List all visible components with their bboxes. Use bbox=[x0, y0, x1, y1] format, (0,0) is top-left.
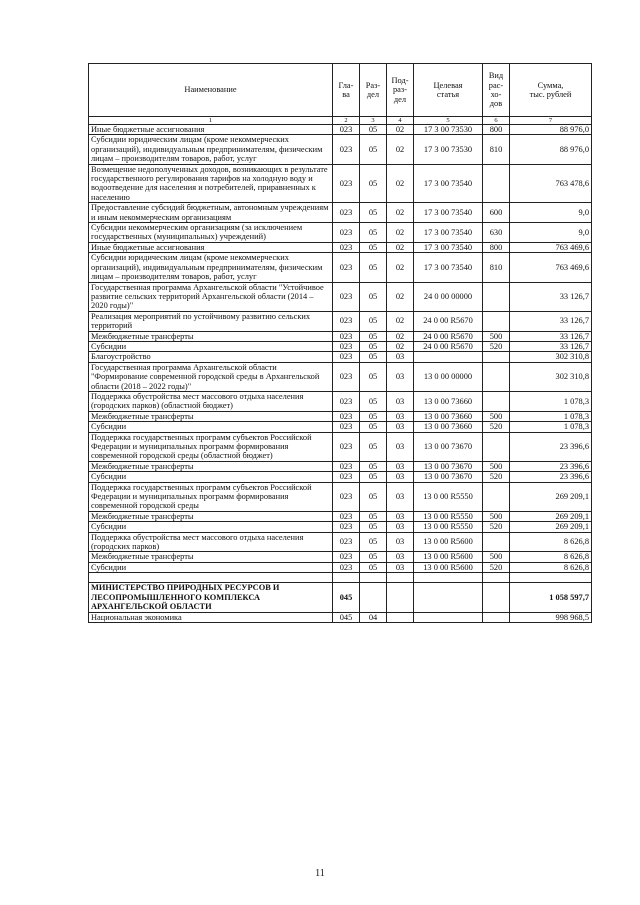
table-row bbox=[89, 472, 592, 482]
row-subsection: 03 bbox=[387, 482, 414, 511]
row-sum: 269 209,1 bbox=[510, 511, 592, 521]
table-row bbox=[89, 242, 592, 252]
row-expense-kind bbox=[483, 612, 510, 622]
row-chapter: 023 bbox=[333, 311, 360, 331]
row-chapter: 023 bbox=[333, 253, 360, 282]
table-row bbox=[89, 352, 592, 362]
row-target-article: 13 0 00 00000 bbox=[414, 362, 483, 391]
row-target-article: 13 0 00 R5550 bbox=[414, 511, 483, 521]
row-name: Субсидии bbox=[89, 562, 333, 572]
row-target-article: 24 0 00 R5670 bbox=[414, 331, 483, 341]
row-subsection: 02 bbox=[387, 203, 414, 223]
row-expense-kind bbox=[483, 362, 510, 391]
row-name: Межбюджетные трансферты bbox=[89, 461, 333, 471]
column-number: 6 bbox=[483, 117, 510, 125]
table-row bbox=[89, 522, 592, 532]
row-chapter: 023 bbox=[333, 411, 360, 421]
row-sum: 23 396,6 bbox=[510, 432, 592, 461]
row-expense-kind: 500 bbox=[483, 331, 510, 341]
row-expense-kind: 600 bbox=[483, 203, 510, 223]
row-expense-kind: 500 bbox=[483, 461, 510, 471]
row-sum: 763 478,6 bbox=[510, 164, 592, 203]
row-expense-kind bbox=[483, 583, 510, 612]
row-name: Субсидии bbox=[89, 522, 333, 532]
row-chapter: 023 bbox=[333, 522, 360, 532]
row-subsection: 02 bbox=[387, 282, 414, 311]
row-sum: 998 968,5 bbox=[510, 612, 592, 622]
row-subsection: 02 bbox=[387, 341, 414, 351]
row-chapter: 023 bbox=[333, 331, 360, 341]
row-section: 05 bbox=[360, 253, 387, 282]
row-subsection: 02 bbox=[387, 253, 414, 282]
row-section: 05 bbox=[360, 411, 387, 421]
row-chapter: 023 bbox=[333, 341, 360, 351]
page-number: 11 bbox=[315, 868, 325, 879]
row-name: Благоустройство bbox=[89, 352, 333, 362]
row-name: Государственная программа Архангельской области "Формирование современной городской среды в Архангельской области (2018 – 2022 годы)" bbox=[89, 362, 333, 391]
row-chapter: 023 bbox=[333, 511, 360, 521]
row-sum: 302 310,8 bbox=[510, 352, 592, 362]
row-sum: 33 126,7 bbox=[510, 282, 592, 311]
row-expense-kind: 500 bbox=[483, 511, 510, 521]
row-section: 05 bbox=[360, 482, 387, 511]
row-target-article: 13 0 00 73660 bbox=[414, 422, 483, 432]
row-expense-kind: 500 bbox=[483, 552, 510, 562]
row-subsection bbox=[387, 583, 414, 612]
row-name: Поддержка обустройства мест массового отдыха населения (городских парков) bbox=[89, 532, 333, 552]
row-name: Государственная программа Архангельской области "Устойчивое развитие сельских территорий Архангельской области (2014 – 2020 годы)" bbox=[89, 282, 333, 311]
row-name: Предоставление субсидий бюджетным, автономным учреждениям и иным некоммерческим организациям bbox=[89, 203, 333, 223]
row-chapter: 023 bbox=[333, 432, 360, 461]
header-subsection: Под- раз- дел bbox=[387, 64, 414, 117]
row-section: 05 bbox=[360, 432, 387, 461]
row-sum: 269 209,1 bbox=[510, 522, 592, 532]
table-row bbox=[89, 511, 592, 521]
row-sum: 23 396,6 bbox=[510, 461, 592, 471]
row-target-article: 17 3 00 73530 bbox=[414, 135, 483, 164]
row-subsection bbox=[387, 573, 414, 583]
row-expense-kind: 520 bbox=[483, 422, 510, 432]
row-section: 05 bbox=[360, 511, 387, 521]
row-chapter: 023 bbox=[333, 203, 360, 223]
budget-table bbox=[88, 63, 592, 623]
header-sum: Сумма, тыс. рублей bbox=[510, 64, 592, 117]
table-row bbox=[89, 391, 592, 411]
row-section: 05 bbox=[360, 135, 387, 164]
table-row bbox=[89, 482, 592, 511]
row-section: 05 bbox=[360, 203, 387, 223]
row-name: Субсидии юридическим лицам (кроме некоммерческих организаций), индивидуальным предпринимателям, физическим лицам – производителям товаров, работ, услуг bbox=[89, 253, 333, 282]
row-name: Реализация мероприятий по устойчивому развитию сельских территорий bbox=[89, 311, 333, 331]
row-sum: 88 976,0 bbox=[510, 135, 592, 164]
row-expense-kind: 810 bbox=[483, 135, 510, 164]
row-target-article: 17 3 00 73530 bbox=[414, 125, 483, 135]
table-row bbox=[89, 411, 592, 421]
row-section: 05 bbox=[360, 341, 387, 351]
row-subsection: 03 bbox=[387, 411, 414, 421]
row-sum: 8 626,8 bbox=[510, 532, 592, 552]
row-name: Иные бюджетные ассигнования bbox=[89, 242, 333, 252]
row-expense-kind bbox=[483, 282, 510, 311]
row-expense-kind: 520 bbox=[483, 472, 510, 482]
row-name: Поддержка государственных программ субъектов Российской Федерации и муниципальных программ формирования современной городской среды (областной бюджет) bbox=[89, 432, 333, 461]
row-expense-kind: 520 bbox=[483, 522, 510, 532]
row-sum: 8 626,8 bbox=[510, 562, 592, 572]
row-chapter: 023 bbox=[333, 532, 360, 552]
row-chapter: 023 bbox=[333, 164, 360, 203]
table-row bbox=[89, 552, 592, 562]
column-number: 4 bbox=[387, 117, 414, 125]
row-sum: 33 126,7 bbox=[510, 311, 592, 331]
table-row bbox=[89, 203, 592, 223]
row-chapter: 023 bbox=[333, 352, 360, 362]
row-name: Субсидии bbox=[89, 472, 333, 482]
row-subsection: 03 bbox=[387, 391, 414, 411]
table-row bbox=[89, 135, 592, 164]
row-name: Субсидии некоммерческим организациям (за исключением государственных (муниципальных) учреждений) bbox=[89, 223, 333, 243]
row-expense-kind: 630 bbox=[483, 223, 510, 243]
row-sum: 269 209,1 bbox=[510, 482, 592, 511]
row-name: Межбюджетные трансферты bbox=[89, 552, 333, 562]
row-section: 05 bbox=[360, 331, 387, 341]
row-sum: 23 396,6 bbox=[510, 472, 592, 482]
row-subsection: 03 bbox=[387, 552, 414, 562]
row-expense-kind: 520 bbox=[483, 562, 510, 572]
table-row bbox=[89, 562, 592, 572]
column-number: 5 bbox=[414, 117, 483, 125]
row-target-article: 17 3 00 73540 bbox=[414, 242, 483, 252]
row-target-article: 13 0 00 R5550 bbox=[414, 522, 483, 532]
column-number: 2 bbox=[333, 117, 360, 125]
row-section: 05 bbox=[360, 532, 387, 552]
row-target-article: 13 0 00 73660 bbox=[414, 391, 483, 411]
header-expense-kind: Вид рас- хо- дов bbox=[483, 64, 510, 117]
row-section: 05 bbox=[360, 461, 387, 471]
row-target-article: 17 3 00 73540 bbox=[414, 223, 483, 243]
row-target-article bbox=[414, 583, 483, 612]
row-expense-kind bbox=[483, 432, 510, 461]
row-subsection: 02 bbox=[387, 164, 414, 203]
row-name: Возмещение недополученных доходов, возникающих в результате государственного регулирования тарифов на холодную воду и водоотведение для населения и потребителей, приравненных к населению bbox=[89, 164, 333, 203]
table-row bbox=[89, 422, 592, 432]
table-row bbox=[89, 331, 592, 341]
row-expense-kind bbox=[483, 391, 510, 411]
row-expense-kind: 520 bbox=[483, 341, 510, 351]
table-spacer-row bbox=[89, 573, 592, 583]
row-sum bbox=[510, 573, 592, 583]
row-sum: 33 126,7 bbox=[510, 341, 592, 351]
row-chapter: 023 bbox=[333, 552, 360, 562]
row-subsection: 03 bbox=[387, 532, 414, 552]
header-target-article: Целевая статья bbox=[414, 64, 483, 117]
row-expense-kind bbox=[483, 573, 510, 583]
row-expense-kind bbox=[483, 352, 510, 362]
row-sum: 9,0 bbox=[510, 223, 592, 243]
column-number: 1 bbox=[89, 117, 333, 125]
row-subsection: 03 bbox=[387, 511, 414, 521]
table-row bbox=[89, 125, 592, 135]
column-number-row bbox=[89, 117, 592, 125]
row-sum: 1 078,3 bbox=[510, 391, 592, 411]
row-section: 05 bbox=[360, 125, 387, 135]
table-row bbox=[89, 164, 592, 203]
row-subsection: 02 bbox=[387, 135, 414, 164]
row-chapter: 045 bbox=[333, 583, 360, 612]
row-target-article: 13 0 00 R5550 bbox=[414, 482, 483, 511]
table-row bbox=[89, 612, 592, 622]
table-row bbox=[89, 311, 592, 331]
row-name: Субсидии bbox=[89, 341, 333, 351]
row-subsection: 02 bbox=[387, 242, 414, 252]
row-target-article: 13 0 00 73670 bbox=[414, 432, 483, 461]
row-subsection: 03 bbox=[387, 432, 414, 461]
row-target-article: 24 0 00 R5670 bbox=[414, 311, 483, 331]
row-expense-kind: 800 bbox=[483, 242, 510, 252]
row-section: 05 bbox=[360, 164, 387, 203]
row-subsection: 02 bbox=[387, 125, 414, 135]
row-subsection: 02 bbox=[387, 311, 414, 331]
row-subsection bbox=[387, 612, 414, 622]
column-number: 7 bbox=[510, 117, 592, 125]
row-subsection: 03 bbox=[387, 362, 414, 391]
row-target-article bbox=[414, 573, 483, 583]
table-row bbox=[89, 583, 592, 612]
row-name: Межбюджетные трансферты bbox=[89, 411, 333, 421]
row-section: 05 bbox=[360, 522, 387, 532]
table-row bbox=[89, 432, 592, 461]
row-chapter: 023 bbox=[333, 282, 360, 311]
row-name: Поддержка государственных программ субъектов Российской Федерации и муниципальных программ формирования современной городской среды bbox=[89, 482, 333, 511]
row-sum: 1 078,3 bbox=[510, 411, 592, 421]
row-section: 05 bbox=[360, 562, 387, 572]
row-subsection: 02 bbox=[387, 331, 414, 341]
row-target-article: 24 0 00 00000 bbox=[414, 282, 483, 311]
row-name: Национальная экономика bbox=[89, 612, 333, 622]
row-name: Иные бюджетные ассигнования bbox=[89, 125, 333, 135]
row-target-article: 13 0 00 R5600 bbox=[414, 552, 483, 562]
header-chapter: Гла- ва bbox=[333, 64, 360, 117]
table-header-row bbox=[89, 64, 592, 117]
table-body bbox=[89, 125, 592, 623]
row-target-article bbox=[414, 352, 483, 362]
row-chapter: 023 bbox=[333, 422, 360, 432]
row-subsection: 03 bbox=[387, 472, 414, 482]
row-expense-kind: 500 bbox=[483, 411, 510, 421]
row-sum: 763 469,6 bbox=[510, 253, 592, 282]
row-section: 05 bbox=[360, 223, 387, 243]
row-name: МИНИСТЕРСТВО ПРИРОДНЫХ РЕСУРСОВ И ЛЕСОПРОМЫШЛЕННОГО КОМПЛЕКСА АРХАНГЕЛЬСКОЙ ОБЛАСТИ bbox=[89, 583, 333, 612]
table-row bbox=[89, 461, 592, 471]
row-target-article: 17 3 00 73540 bbox=[414, 164, 483, 203]
row-expense-kind: 810 bbox=[483, 253, 510, 282]
row-sum: 302 310,8 bbox=[510, 362, 592, 391]
row-name: Межбюджетные трансферты bbox=[89, 331, 333, 341]
table-row bbox=[89, 362, 592, 391]
table-row bbox=[89, 532, 592, 552]
row-chapter: 023 bbox=[333, 242, 360, 252]
row-section: 05 bbox=[360, 242, 387, 252]
row-target-article bbox=[414, 612, 483, 622]
row-subsection: 03 bbox=[387, 352, 414, 362]
row-expense-kind: 800 bbox=[483, 125, 510, 135]
row-target-article: 17 3 00 73540 bbox=[414, 203, 483, 223]
row-chapter: 023 bbox=[333, 472, 360, 482]
row-target-article: 13 0 00 R5600 bbox=[414, 562, 483, 572]
row-target-article: 13 0 00 73670 bbox=[414, 472, 483, 482]
row-section: 05 bbox=[360, 552, 387, 562]
column-number: 3 bbox=[360, 117, 387, 125]
row-target-article: 13 0 00 R5600 bbox=[414, 532, 483, 552]
row-name bbox=[89, 573, 333, 583]
row-subsection: 03 bbox=[387, 461, 414, 471]
row-target-article: 24 0 00 R5670 bbox=[414, 341, 483, 351]
row-sum: 8 626,8 bbox=[510, 552, 592, 562]
row-section: 05 bbox=[360, 282, 387, 311]
row-target-article: 13 0 00 73670 bbox=[414, 461, 483, 471]
row-subsection: 03 bbox=[387, 562, 414, 572]
row-section: 05 bbox=[360, 362, 387, 391]
row-chapter: 023 bbox=[333, 362, 360, 391]
table-row bbox=[89, 282, 592, 311]
row-subsection: 02 bbox=[387, 223, 414, 243]
row-chapter: 023 bbox=[333, 562, 360, 572]
table-row bbox=[89, 341, 592, 351]
row-chapter: 023 bbox=[333, 461, 360, 471]
row-section: 05 bbox=[360, 311, 387, 331]
row-section: 05 bbox=[360, 472, 387, 482]
row-name: Субсидии юридическим лицам (кроме некоммерческих организаций), индивидуальным предпринимателям, физическим лицам – производителям товаров, работ, услуг bbox=[89, 135, 333, 164]
header-section: Раз- дел bbox=[360, 64, 387, 117]
row-chapter: 023 bbox=[333, 391, 360, 411]
row-section: 04 bbox=[360, 612, 387, 622]
row-chapter: 023 bbox=[333, 135, 360, 164]
row-section: 05 bbox=[360, 422, 387, 432]
row-sum: 1 078,3 bbox=[510, 422, 592, 432]
row-chapter: 023 bbox=[333, 125, 360, 135]
row-chapter: 045 bbox=[333, 612, 360, 622]
row-section: 05 bbox=[360, 352, 387, 362]
row-sum: 88 976,0 bbox=[510, 125, 592, 135]
table-row bbox=[89, 223, 592, 243]
table-row bbox=[89, 253, 592, 282]
row-sum: 33 126,7 bbox=[510, 331, 592, 341]
row-section bbox=[360, 583, 387, 612]
row-sum: 9,0 bbox=[510, 203, 592, 223]
row-section bbox=[360, 573, 387, 583]
row-name: Межбюджетные трансферты bbox=[89, 511, 333, 521]
row-name: Поддержка обустройства мест массового отдыха населения (городских парков) (областной бюджет) bbox=[89, 391, 333, 411]
row-target-article: 13 0 00 73660 bbox=[414, 411, 483, 421]
row-target-article: 17 3 00 73540 bbox=[414, 253, 483, 282]
row-section: 05 bbox=[360, 391, 387, 411]
row-chapter bbox=[333, 573, 360, 583]
row-subsection: 03 bbox=[387, 522, 414, 532]
row-chapter: 023 bbox=[333, 223, 360, 243]
row-expense-kind bbox=[483, 164, 510, 203]
row-subsection: 03 bbox=[387, 422, 414, 432]
row-sum: 763 469,6 bbox=[510, 242, 592, 252]
row-expense-kind bbox=[483, 482, 510, 511]
row-sum: 1 058 597,7 bbox=[510, 583, 592, 612]
row-expense-kind bbox=[483, 311, 510, 331]
row-name: Субсидии bbox=[89, 422, 333, 432]
header-name: Наименование bbox=[89, 64, 333, 117]
row-chapter: 023 bbox=[333, 482, 360, 511]
row-expense-kind bbox=[483, 532, 510, 552]
